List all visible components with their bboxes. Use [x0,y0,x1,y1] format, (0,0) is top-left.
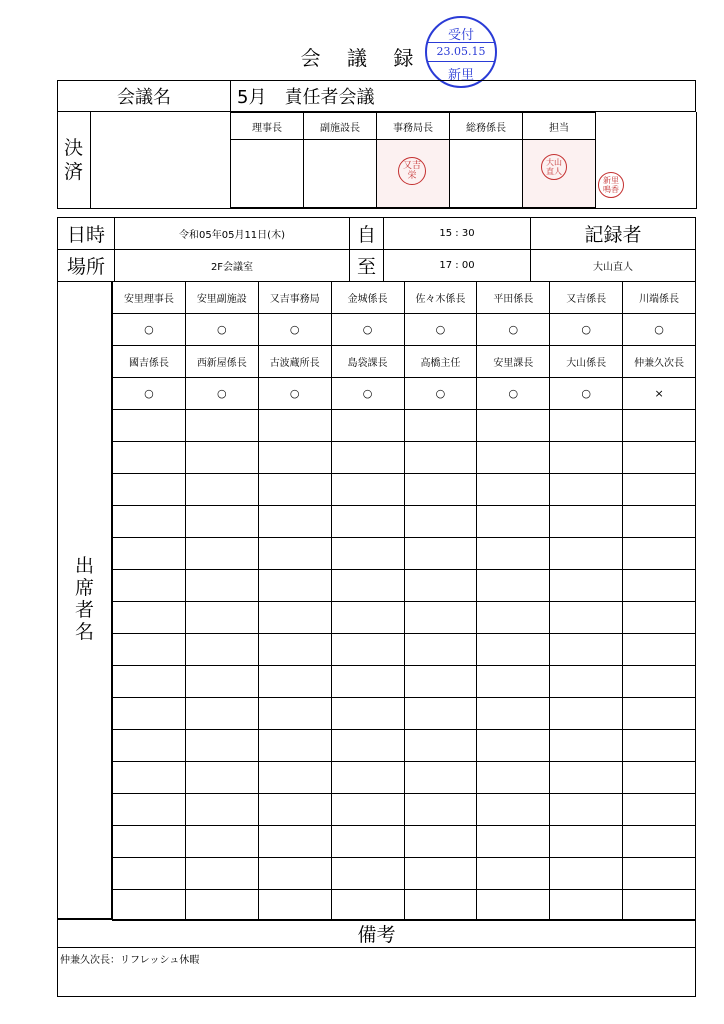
empty-attendee-cell [331,538,404,570]
empty-attendee-cell [331,890,404,921]
empty-attendee-cell [113,538,186,570]
empty-attendee-cell [113,762,186,794]
attendance-mark: ○ [185,314,258,346]
empty-attendee-cell [185,858,258,890]
empty-attendee-cell [550,474,623,506]
attendance-mark: ○ [258,314,331,346]
attendee-name: 安里課長 [477,346,550,378]
empty-attendee-cell [623,762,696,794]
empty-attendee-cell [404,442,477,474]
empty-attendee-cell [477,666,550,698]
empty-attendee-cell [404,730,477,762]
empty-attendee-cell [113,634,186,666]
meeting-name-label: 会議名 [58,81,231,112]
empty-attendee-cell [331,762,404,794]
empty-attendee-cell [185,666,258,698]
empty-attendee-cell [477,442,550,474]
place-label: 場所 [58,250,115,282]
empty-attendee-cell [185,826,258,858]
role-chairman: 理事長 [231,113,304,140]
empty-attendee-cell [258,698,331,730]
role-office-manager: 事務局長 [377,113,450,140]
meeting-name-value: 5月 責任者会議 [231,81,696,112]
empty-attendee-cell [258,762,331,794]
empty-attendee-cell [623,474,696,506]
remarks-table [57,919,696,997]
attendee-name: 安里理事長 [113,282,186,314]
attendance-mark: ○ [550,378,623,410]
to-label: 至 [350,250,384,282]
empty-attendee-cell [477,794,550,826]
recorder-label: 記録者 [531,218,696,250]
empty-attendee-cell [185,474,258,506]
empty-attendee-cell [404,634,477,666]
empty-attendee-cell [331,826,404,858]
empty-attendee-cell [113,826,186,858]
attendance-mark: ○ [113,378,186,410]
empty-attendee-cell [331,410,404,442]
empty-attendee-cell [623,730,696,762]
empty-attendee-cell [404,698,477,730]
empty-attendee-cell [113,890,186,921]
empty-attendee-cell [477,858,550,890]
attendance-mark: ○ [477,314,550,346]
empty-attendee-cell [477,826,550,858]
remarks-text: 仲兼久次長：リフレッシュ休暇 [58,948,696,997]
empty-attendee-cell [331,794,404,826]
role-staff: 担当 [523,113,596,140]
from-label: 自 [350,218,384,250]
from-time: 15 : 30 [384,218,531,250]
stamp-date: 23.05.15 [436,45,486,58]
attendance-mark: ○ [258,378,331,410]
approval-label: 決済 [63,137,83,183]
empty-attendee-cell [550,666,623,698]
hanko-extra: 新里 鳴香 [598,172,624,198]
empty-attendee-cell [331,698,404,730]
hanko-office-manager: 又吉 栄 [398,157,426,185]
empty-attendee-cell [404,570,477,602]
empty-attendee-cell [331,442,404,474]
seal-box-general-affairs [450,140,523,208]
empty-attendee-cell [404,506,477,538]
seal-box-vice-director [304,140,377,208]
empty-attendee-cell [331,634,404,666]
date-value: 令和05年05月11日(木) [115,218,350,250]
empty-attendee-cell [550,634,623,666]
empty-attendee-cell [113,730,186,762]
empty-attendee-cell [550,410,623,442]
seal-box-chairman [231,140,304,208]
empty-attendee-cell [477,762,550,794]
empty-attendee-cell [113,570,186,602]
empty-attendee-cell [185,698,258,730]
empty-attendee-cell [258,442,331,474]
empty-attendee-cell [404,858,477,890]
empty-attendee-cell [404,666,477,698]
empty-attendee-cell [331,570,404,602]
empty-attendee-cell [331,506,404,538]
empty-attendee-cell [185,410,258,442]
empty-attendee-cell [477,570,550,602]
empty-attendee-cell [550,890,623,921]
hanko-staff: 大山 直人 [541,154,567,180]
empty-attendee-cell [258,410,331,442]
empty-attendee-cell [113,602,186,634]
schedule-table [57,217,696,282]
empty-attendee-cell [477,890,550,921]
empty-attendee-cell [623,666,696,698]
empty-attendee-cell [623,794,696,826]
attendee-name: 國吉係長 [113,346,186,378]
empty-attendee-cell [477,698,550,730]
empty-attendee-cell [404,538,477,570]
empty-attendee-cell [113,474,186,506]
role-general-affairs: 総務係長 [450,113,523,140]
recorder-name: 大山直人 [531,250,696,282]
attendee-name: 又吉事務局 [258,282,331,314]
empty-attendee-cell [331,474,404,506]
empty-attendee-cell [258,890,331,921]
empty-attendee-cell [550,762,623,794]
attendee-name: 島袋課長 [331,346,404,378]
empty-attendee-cell [258,474,331,506]
empty-attendee-cell [477,410,550,442]
page-title: 会 議 録 [300,46,424,70]
attendance-mark: ○ [404,314,477,346]
attendee-name: 金城係長 [331,282,404,314]
attendance-mark: ○ [331,314,404,346]
empty-attendee-cell [258,858,331,890]
attendee-name: 安里副施設 [185,282,258,314]
empty-attendee-cell [477,538,550,570]
empty-attendee-cell [258,538,331,570]
attendance-mark: ○ [477,378,550,410]
empty-attendee-cell [623,698,696,730]
empty-attendee-cell [550,794,623,826]
empty-attendee-cell [258,826,331,858]
empty-attendee-cell [550,506,623,538]
meeting-name-table [57,80,696,112]
attendees-label: 出席者名 [74,555,94,643]
attendance-mark: ○ [550,314,623,346]
attendance-mark: ○ [331,378,404,410]
empty-attendee-cell [185,602,258,634]
empty-attendee-cell [185,570,258,602]
attendee-name: 西新屋係長 [185,346,258,378]
empty-attendee-cell [550,730,623,762]
empty-attendee-cell [258,506,331,538]
empty-attendee-cell [623,890,696,921]
empty-attendee-cell [113,858,186,890]
empty-attendee-cell [258,794,331,826]
empty-attendee-cell [185,794,258,826]
empty-attendee-cell [113,666,186,698]
empty-attendee-cell [185,538,258,570]
attendee-name: 又吉係長 [550,282,623,314]
empty-attendee-cell [623,410,696,442]
empty-attendee-cell [550,858,623,890]
empty-attendee-cell [623,858,696,890]
empty-attendee-cell [185,634,258,666]
attendance-mark: ○ [623,314,696,346]
empty-attendee-cell [477,634,550,666]
role-vice-director: 副施設長 [304,113,377,140]
receipt-stamp [425,16,497,88]
attendee-name: 平田係長 [477,282,550,314]
empty-attendee-cell [404,762,477,794]
empty-attendee-cell [331,730,404,762]
attendance-mark: ○ [404,378,477,410]
empty-attendee-cell [404,890,477,921]
empty-attendee-cell [550,698,623,730]
empty-attendee-cell [404,602,477,634]
empty-attendee-cell [113,442,186,474]
empty-attendee-cell [623,442,696,474]
empty-attendee-cell [404,826,477,858]
empty-attendee-cell [185,506,258,538]
empty-attendee-cell [331,858,404,890]
empty-attendee-cell [113,794,186,826]
empty-attendee-cell [258,730,331,762]
empty-attendee-cell [550,570,623,602]
stamp-top-text: 受付 [447,28,474,43]
empty-attendee-cell [623,634,696,666]
to-time: 17 : 00 [384,250,531,282]
empty-attendee-cell [258,602,331,634]
empty-attendee-cell [404,794,477,826]
empty-attendee-cell [185,442,258,474]
empty-attendee-cell [623,602,696,634]
empty-attendee-cell [258,666,331,698]
empty-attendee-cell [258,570,331,602]
empty-attendee-cell [623,538,696,570]
empty-attendee-cell [623,570,696,602]
attendee-name: 高橋主任 [404,346,477,378]
empty-attendee-cell [185,730,258,762]
attendance-mark: ○ [113,314,186,346]
attendee-name: 佐々木係長 [404,282,477,314]
empty-attendee-cell [331,602,404,634]
attendee-name: 仲兼久次長 [623,346,696,378]
empty-attendee-cell [477,474,550,506]
empty-attendee-cell [477,602,550,634]
remarks-label: 備考 [58,920,696,948]
empty-attendee-cell [550,442,623,474]
empty-attendee-cell [404,410,477,442]
attendees-table [112,281,696,921]
attendee-name: 川端係長 [623,282,696,314]
empty-attendee-cell [623,506,696,538]
empty-attendee-cell [185,890,258,921]
empty-attendee-cell [258,634,331,666]
empty-attendee-cell [550,602,623,634]
empty-attendee-cell [331,666,404,698]
empty-attendee-cell [185,762,258,794]
empty-attendee-cell [113,698,186,730]
empty-attendee-cell [477,730,550,762]
attendee-name: 大山係長 [550,346,623,378]
attendance-mark: ○ [185,378,258,410]
empty-attendee-cell [623,826,696,858]
attendee-name: 古波蔵所長 [258,346,331,378]
empty-attendee-cell [550,538,623,570]
empty-attendee-cell [404,474,477,506]
empty-attendee-cell [113,410,186,442]
date-label: 日時 [58,218,115,250]
empty-attendee-cell [477,506,550,538]
attendance-mark: × [623,378,696,410]
stamp-bottom-text: 新里 [447,68,474,83]
empty-attendee-cell [550,826,623,858]
place-value: 2F会議室 [115,250,350,282]
empty-attendee-cell [113,506,186,538]
